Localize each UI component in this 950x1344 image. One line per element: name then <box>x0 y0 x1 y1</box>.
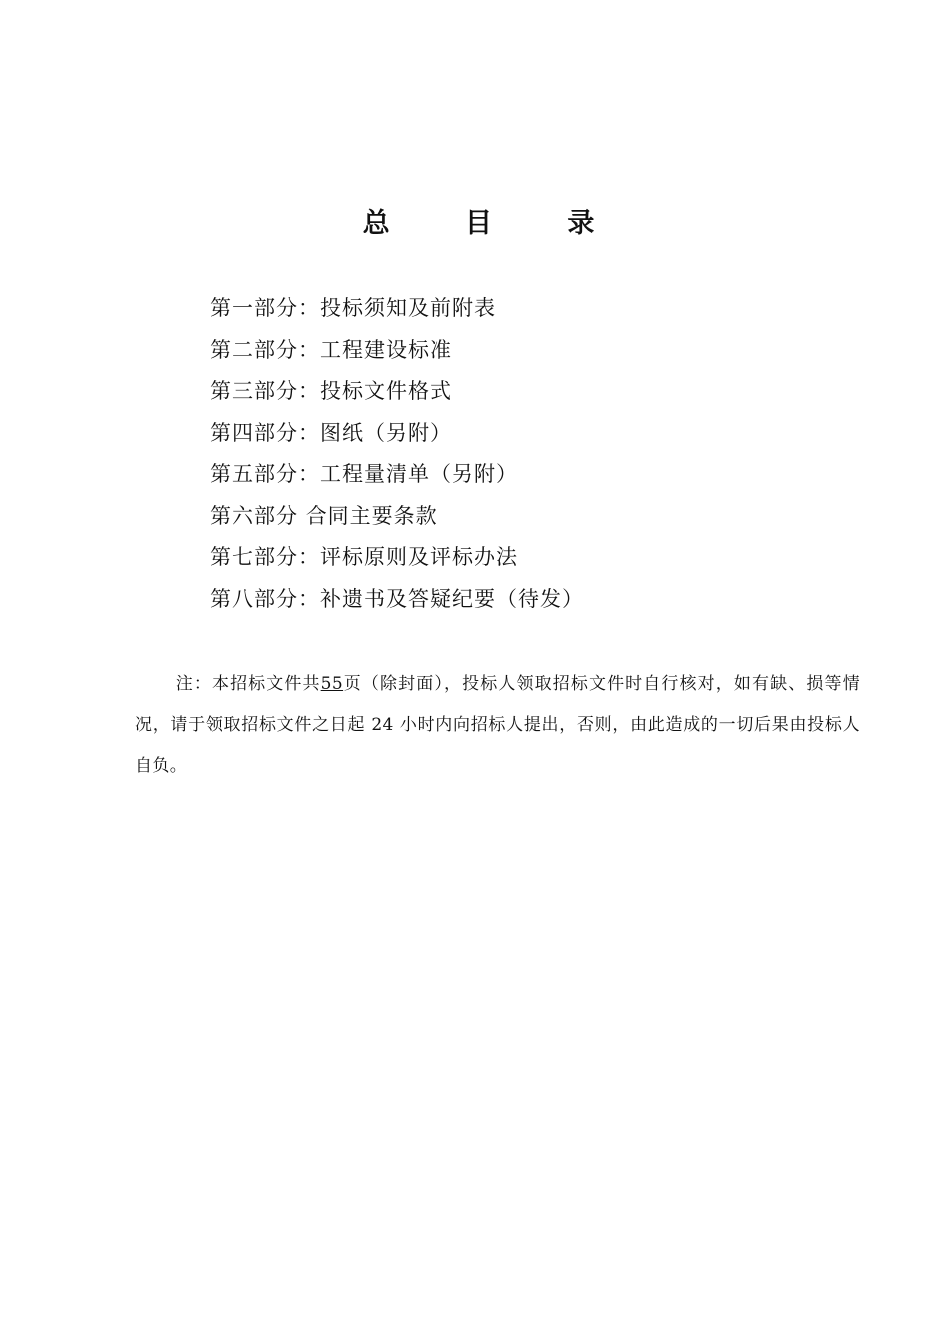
toc-part-title: 工程建设标准 <box>320 337 452 362</box>
toc-part-label: 第四部分： <box>210 420 320 445</box>
toc-part-label: 第八部分： <box>210 586 320 611</box>
note-text: 页（除封面），投标人领取招标文件时自行核对，如有缺、损等情况，请于领取招标文件之日起 24 小时内向招标人提出，否则，由此造成的一切后果由投标人自负。 <box>135 674 860 776</box>
note-page-count: 55 <box>320 674 344 694</box>
toc-part-title: 图纸（另附） <box>320 420 452 445</box>
toc-part-title: 补遗书及答疑纪要（待发） <box>320 586 584 611</box>
toc-item-part-6 <box>210 496 584 538</box>
toc-part-label: 第一部分： <box>210 296 320 320</box>
page-title: 总 目 录 <box>362 208 628 239</box>
toc-part-label: 第三部分： <box>210 379 320 403</box>
toc-part-label: 第五部分： <box>210 462 320 486</box>
toc-part-title: 工程量清单（另附） <box>320 462 518 486</box>
note-prefix: 注：本招标文件共 <box>175 674 321 694</box>
toc-item-part-5 <box>210 454 584 496</box>
document-note <box>135 664 860 787</box>
toc-item-part-4 <box>210 413 584 455</box>
toc-item-part-2 <box>210 330 584 372</box>
table-of-contents <box>210 288 584 620</box>
toc-part-title: 评标原则及评标办法 <box>320 545 518 569</box>
toc-part-title: 合同主要条款 <box>305 503 438 528</box>
toc-item-part-8 <box>210 579 584 621</box>
toc-part-title: 投标须知及前附表 <box>320 296 496 320</box>
toc-item-part-7 <box>210 537 584 579</box>
toc-item-part-1 <box>210 288 584 330</box>
toc-part-label: 第七部分： <box>210 545 320 569</box>
toc-part-label: 第六部分 <box>210 503 306 528</box>
toc-item-part-3 <box>210 371 584 413</box>
toc-part-title: 投标文件格式 <box>320 379 452 403</box>
toc-part-label: 第二部分： <box>210 337 320 362</box>
